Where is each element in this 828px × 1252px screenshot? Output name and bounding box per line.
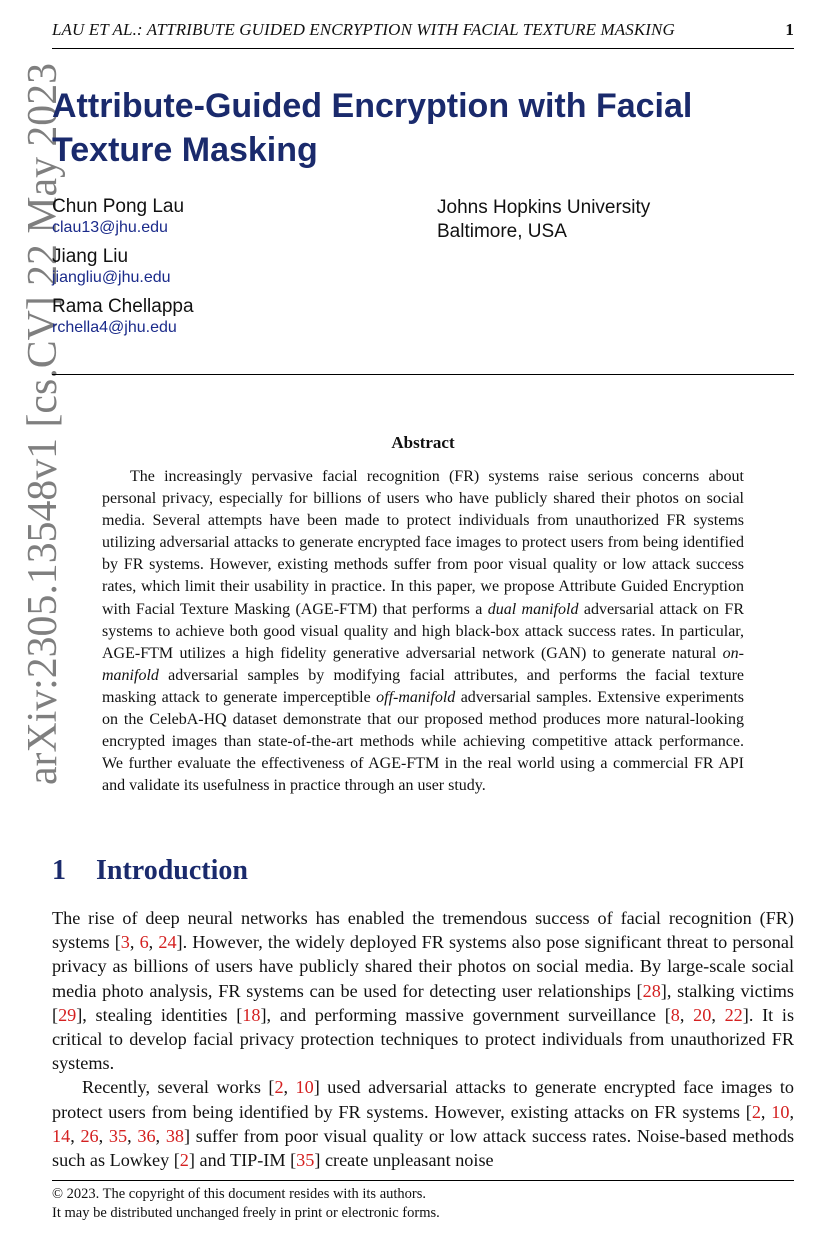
body-paragraph — [52, 906, 794, 1075]
affiliation-line-1: Johns Hopkins University — [437, 197, 651, 218]
author-email[interactable]: rchella4@jhu.edu — [52, 319, 177, 336]
emphasis-text: on-manifold — [102, 644, 744, 684]
text-run: Recently, several works [ — [82, 1077, 275, 1098]
section-heading — [52, 853, 794, 889]
affiliation-line-2: Baltimore, USA — [437, 221, 567, 242]
copyright-footer — [52, 1185, 794, 1223]
text-run: ] used adversarial attacks to generate encrypted face images to protect users from being identified by FR systems. However, existing attacks on FR systems [ — [52, 1077, 794, 1122]
text-run: adversarial samples. Extensive experiments on the CelebA-HQ dataset demonstrate that our proposed method produces more natural-looking encrypted images than state-of-the-art methods while achieving competitive attack performance. We further evaluate the effectiveness of AGE-FTM in the real world using a commercial FR API and validate its usefulness in practice through an user study. — [102, 688, 745, 795]
citation-link[interactable]: 6 — [139, 932, 149, 953]
body-paragraph — [52, 1075, 794, 1172]
text-run: adversarial attack on FR systems to achieve both good visual quality and high black-box attack success rates. In particular, AGE-FTM utilizes a high fidelity generative adversarial network (GAN) to generate natural — [102, 600, 744, 662]
running-head — [52, 20, 794, 44]
text-run: , — [760, 1101, 772, 1122]
footer-line-1: © 2023. The copyright of this document resides with its authors. — [52, 1186, 427, 1202]
citation-link[interactable]: 26 — [80, 1125, 99, 1146]
citation-link[interactable]: 2 — [274, 1077, 284, 1098]
abstract-body — [102, 466, 744, 797]
text-run: ], and performing massive government surveillance [ — [260, 1004, 671, 1025]
citation-link[interactable]: 18 — [242, 1004, 261, 1025]
header-rule — [52, 48, 794, 49]
abstract-heading: Abstract — [391, 433, 455, 452]
running-head-text: LAU ET AL.: ATTRIBUTE GUIDED ENCRYPTION WITH FACIAL TEXTURE MASKING — [52, 20, 675, 39]
author-list — [52, 196, 432, 346]
text-run: , — [127, 1125, 138, 1146]
citation-link[interactable]: 10 — [295, 1077, 314, 1098]
citation-link[interactable]: 24 — [158, 932, 177, 953]
citation-link[interactable]: 35 — [108, 1125, 128, 1146]
citation-link[interactable]: 36 — [137, 1125, 156, 1146]
author-name: Rama Chellappa — [52, 296, 194, 317]
text-run: ] and TIP-IM [ — [188, 1150, 297, 1171]
citation-link[interactable]: 14 — [52, 1125, 71, 1146]
text-run: ], stalking victims [ — [52, 980, 794, 1025]
citation-link[interactable]: 20 — [693, 1004, 712, 1025]
text-run: ] create unpleasant noise — [314, 1150, 494, 1171]
emphasis-text: dual manifold — [487, 600, 579, 618]
text-run: ]. It is critical to develop facial privacy protection techniques to protect individuals from unauthorized FR systems. — [52, 1004, 795, 1074]
emphasis-text: off-manifold — [376, 688, 456, 706]
text-run: , — [70, 1125, 81, 1146]
citation-link[interactable]: 38 — [165, 1125, 184, 1146]
title-block-rule — [52, 374, 794, 375]
author-2 — [52, 246, 432, 288]
text-run: ] suffer from poor visual quality or low attack success rates. Noise-based methods such as Lowkey [ — [52, 1125, 795, 1171]
text-run: , — [679, 1004, 694, 1025]
citation-link[interactable]: 22 — [724, 1004, 743, 1025]
footer-rule — [52, 1180, 794, 1181]
citation-link[interactable]: 29 — [58, 1004, 77, 1025]
arxiv-stamp-text: arXiv:2305.13548v1 [cs.CV] 22 May 2023 — [20, 59, 66, 785]
affiliation — [437, 196, 797, 244]
abstract-paragraph — [102, 466, 744, 797]
author-1 — [52, 196, 432, 238]
text-run: , — [283, 1077, 296, 1098]
citation-link[interactable]: 10 — [771, 1101, 790, 1122]
citation-link[interactable]: 35 — [296, 1150, 315, 1171]
text-run: ], stealing identities [ — [76, 1004, 243, 1025]
text-run: , — [789, 1101, 795, 1122]
text-run: , — [155, 1125, 166, 1146]
text-run: , — [129, 932, 140, 953]
citation-link[interactable]: 8 — [670, 1004, 680, 1025]
text-run: ]. However, the widely deployed FR systems also pose significant threat to personal privacy as billions of users have publicly shared their photos on social media. By large-scale social media photo analysis, FR systems can be used for detecting user relationships [ — [52, 932, 795, 1001]
text-run: , — [98, 1125, 109, 1146]
text-run: The increasingly pervasive facial recognition (FR) systems raise serious concerns about personal privacy, especially for billions of users who have publicly shared their photos on social media. Several attempts have been made to protect individuals from unauthorized FR systems utilizing adversarial attacks to generate encrypted face images to protect users from being identified by FR systems. However, existing methods suffer from poor visual quality or low attack success rates, which limit their usability in practice. In this paper, we propose Attribute Guided Encryption with Facial Texture Masking (AGE-FTM) that performs a — [102, 468, 744, 618]
paper-title: Attribute-Guided Encryption with Facial Texture Masking — [52, 87, 693, 169]
text-run: , — [711, 1004, 725, 1025]
text-run: The rise of deep neural networks has enabled the tremendous success of facial recognition (FR) systems [ — [52, 908, 794, 953]
citation-link[interactable]: 2 — [751, 1101, 761, 1122]
author-name: Jiang Liu — [52, 246, 129, 267]
text-run: , — [148, 932, 159, 953]
introduction-body — [52, 906, 794, 1172]
author-name: Chun Pong Lau — [52, 196, 185, 217]
footer-line-2: It may be distributed unchanged freely in print or electronic forms. — [52, 1205, 440, 1221]
author-3 — [52, 296, 432, 338]
author-email[interactable]: clau13@jhu.edu — [52, 219, 168, 236]
section-title: Introduction — [96, 855, 248, 886]
page-number: 1 — [785, 20, 794, 39]
citation-link[interactable]: 3 — [120, 932, 130, 953]
text-run: adversarial samples by modifying facial attributes, and performs the facial texture masking attack to generate imperceptible — [102, 666, 744, 706]
section-number: 1 — [52, 855, 66, 886]
author-email[interactable]: jiangliu@jhu.edu — [52, 269, 171, 286]
citation-link[interactable]: 28 — [642, 980, 661, 1001]
citation-link[interactable]: 2 — [179, 1150, 189, 1171]
